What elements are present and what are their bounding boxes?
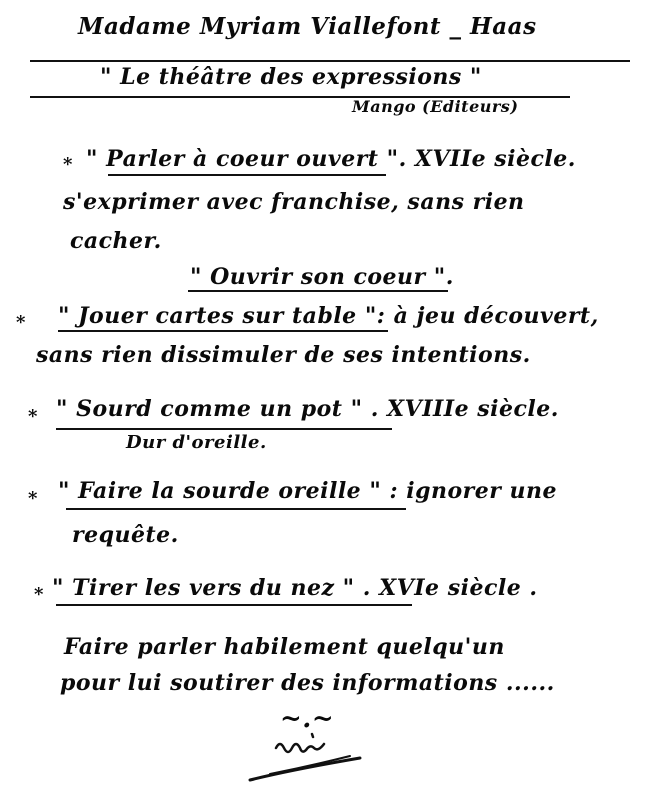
entry-expression: " Sourd comme un pot " . XVIIIe siècle. <box>56 396 559 422</box>
signature-flourish <box>240 728 380 788</box>
entry-definition: Dur d'oreille. <box>126 432 267 453</box>
closing-divider: ~.~ <box>280 704 335 734</box>
entry-definition: s'exprimer avec franchise, sans rien <box>63 189 525 215</box>
expression-underline <box>66 508 406 510</box>
entry-definition: Faire parler habilement quelqu'un <box>64 634 505 660</box>
entry-definition: sans rien dissimuler de ses intentions. <box>36 342 531 368</box>
entry-bullet: * <box>28 406 38 427</box>
expression-underline <box>58 330 388 332</box>
expression-underline <box>108 174 386 176</box>
expression-underline <box>188 290 448 292</box>
publisher: Mango (Editeurs) <box>352 97 519 116</box>
author-name: Madame Myriam Viallefont _ Haas <box>78 13 537 40</box>
entry-expression: " Tirer les vers du nez " . XVIe siècle . <box>52 575 538 601</box>
entry-bullet: * <box>34 584 44 605</box>
entry-bullet: * <box>63 154 73 175</box>
entry-expression: " Jouer cartes sur table ": à jeu découvert, <box>58 303 599 329</box>
book-title: " Le théâtre des expressions " <box>100 64 482 90</box>
expression-underline <box>56 604 412 606</box>
entry-bullet: * <box>16 312 26 333</box>
entry-expression: " Faire la sourde oreille " : ignorer une <box>58 478 557 504</box>
entry-bullet: * <box>28 488 38 509</box>
entry-expression: " Ouvrir son coeur ". <box>190 264 454 290</box>
entry-definition: pour lui soutirer des informations ...... <box>60 670 555 696</box>
entry-expression: " Parler à coeur ouvert ". XVIIe siècle. <box>86 146 576 172</box>
author-underline <box>30 60 630 62</box>
entry-definition: requête. <box>72 522 179 548</box>
entry-definition: cacher. <box>70 228 162 254</box>
